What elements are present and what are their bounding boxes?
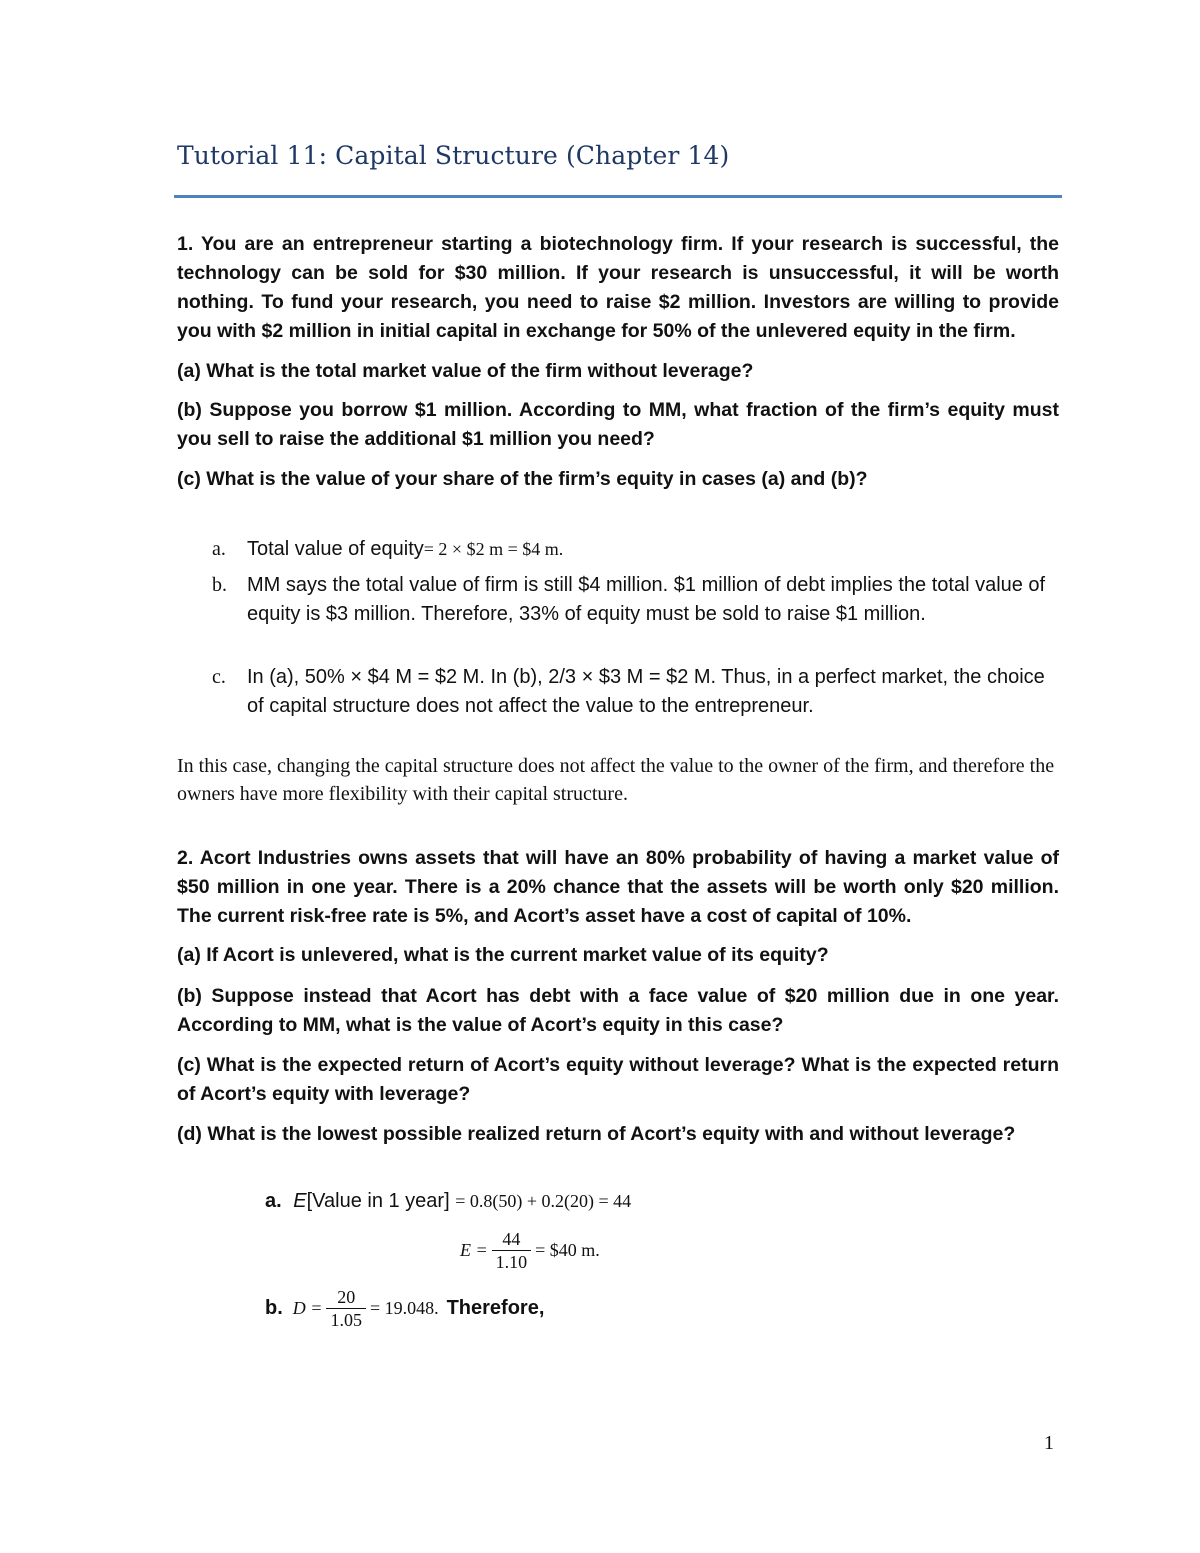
numerator: 20	[337, 1287, 356, 1307]
answer-label: c.	[212, 666, 226, 688]
q2-part-a: (a) If Acort is unlevered, what is the current market value of its equity?	[177, 944, 829, 966]
q1-part-a: (a) What is the total market value of the firm without leverage?	[177, 360, 754, 382]
q2-answer-a-equity	[460, 1228, 600, 1273]
answer-math: = 0.8(50) + 0.2(20) = 44	[455, 1191, 632, 1211]
equation-lhs: D =	[292, 1298, 323, 1318]
answer-math: = 2 × $2 m = $4 m.	[423, 539, 564, 559]
denominator: 1.05	[326, 1308, 366, 1331]
q1-note: In this case, changing the capital structure does not affect the value to the owner of the firm, and therefore the owners have more flexibility with their capital structure.	[177, 755, 1055, 805]
title-divider	[174, 195, 1062, 198]
q1-intro: 1. You are an entrepreneur starting a biotechnology firm. If your research is successful, the technology can be sold for $30 million. If your research is unsuccessful, it will be worth nothing. To fund your research, you need to raise $2 million. Investors are willing to provide you with $2 million in initial capital in exchange for 50% of the unlevered equity in the firm.	[177, 233, 1059, 342]
q2-intro: 2. Acort Industries owns assets that will have an 80% probability of having a market value of $50 million in one year. There is a 20% chance that the assets will be worth only $20 million. The current risk-free rate is 5%, and Acort’s asset have a cost of capital of 10%.	[177, 847, 1059, 927]
expectation-argument: [Value in 1 year]	[306, 1190, 450, 1212]
q2-part-c: (c) What is the expected return of Acort’s equity without leverage? What is the expected return of Acort’s equity with leverage?	[177, 1054, 1059, 1105]
answer-label: b.	[212, 574, 227, 596]
answer-text: Therefore,	[446, 1297, 545, 1319]
q1-part-c: (c) What is the value of your share of the firm’s equity in cases (a) and (b)?	[177, 468, 868, 490]
fraction	[492, 1228, 532, 1273]
equation-rhs: = 19.048.	[369, 1298, 439, 1318]
answer-text: In (a), 50% × $4 M = $2 M. In (b), 2/3 × $3 M = $2 M. Thus, in a perfect market, the choice of capital structure does not affect the value to the entrepreneur.	[247, 666, 1045, 717]
fraction	[326, 1286, 366, 1331]
q2-part-d: (d) What is the lowest possible realized return of Acort’s equity with and without leverage?	[177, 1123, 1016, 1145]
answer-label: a.	[265, 1190, 282, 1212]
q1-answer-b	[212, 571, 1072, 628]
answer-text: MM says the total value of firm is still $4 million. $1 million of debt implies the total value of equity is $3 million. Therefore, 33% of equity must be sold to raise $1 million.	[247, 574, 1046, 625]
q2-answer-b	[265, 1286, 544, 1331]
page-title: Tutorial 11: Capital Structure (Chapter 14)	[177, 141, 730, 170]
q2-part-b: (b) Suppose instead that Acort has debt with a face value of $20 million due in one year. According to MM, what is the value of Acort’s equity in this case?	[177, 985, 1059, 1036]
answer-text: Total value of equity	[247, 538, 424, 560]
equation-lhs: E =	[460, 1240, 488, 1260]
equation-rhs: = $40 m.	[535, 1240, 600, 1260]
denominator: 1.10	[492, 1250, 532, 1273]
answer-label: a.	[212, 538, 226, 560]
expectation-symbol: E	[293, 1190, 307, 1212]
q1-answer-c	[212, 663, 1072, 720]
q2-answer-a	[265, 1190, 631, 1213]
q1-answer-a	[212, 535, 1072, 564]
q1-part-b: (b) Suppose you borrow $1 million. According to MM, what fraction of the firm’s equity must you sell to raise the additional $1 million you need?	[177, 399, 1059, 450]
page-number: 1	[1044, 1432, 1054, 1454]
answer-label: b.	[265, 1297, 283, 1319]
numerator: 44	[502, 1229, 521, 1249]
